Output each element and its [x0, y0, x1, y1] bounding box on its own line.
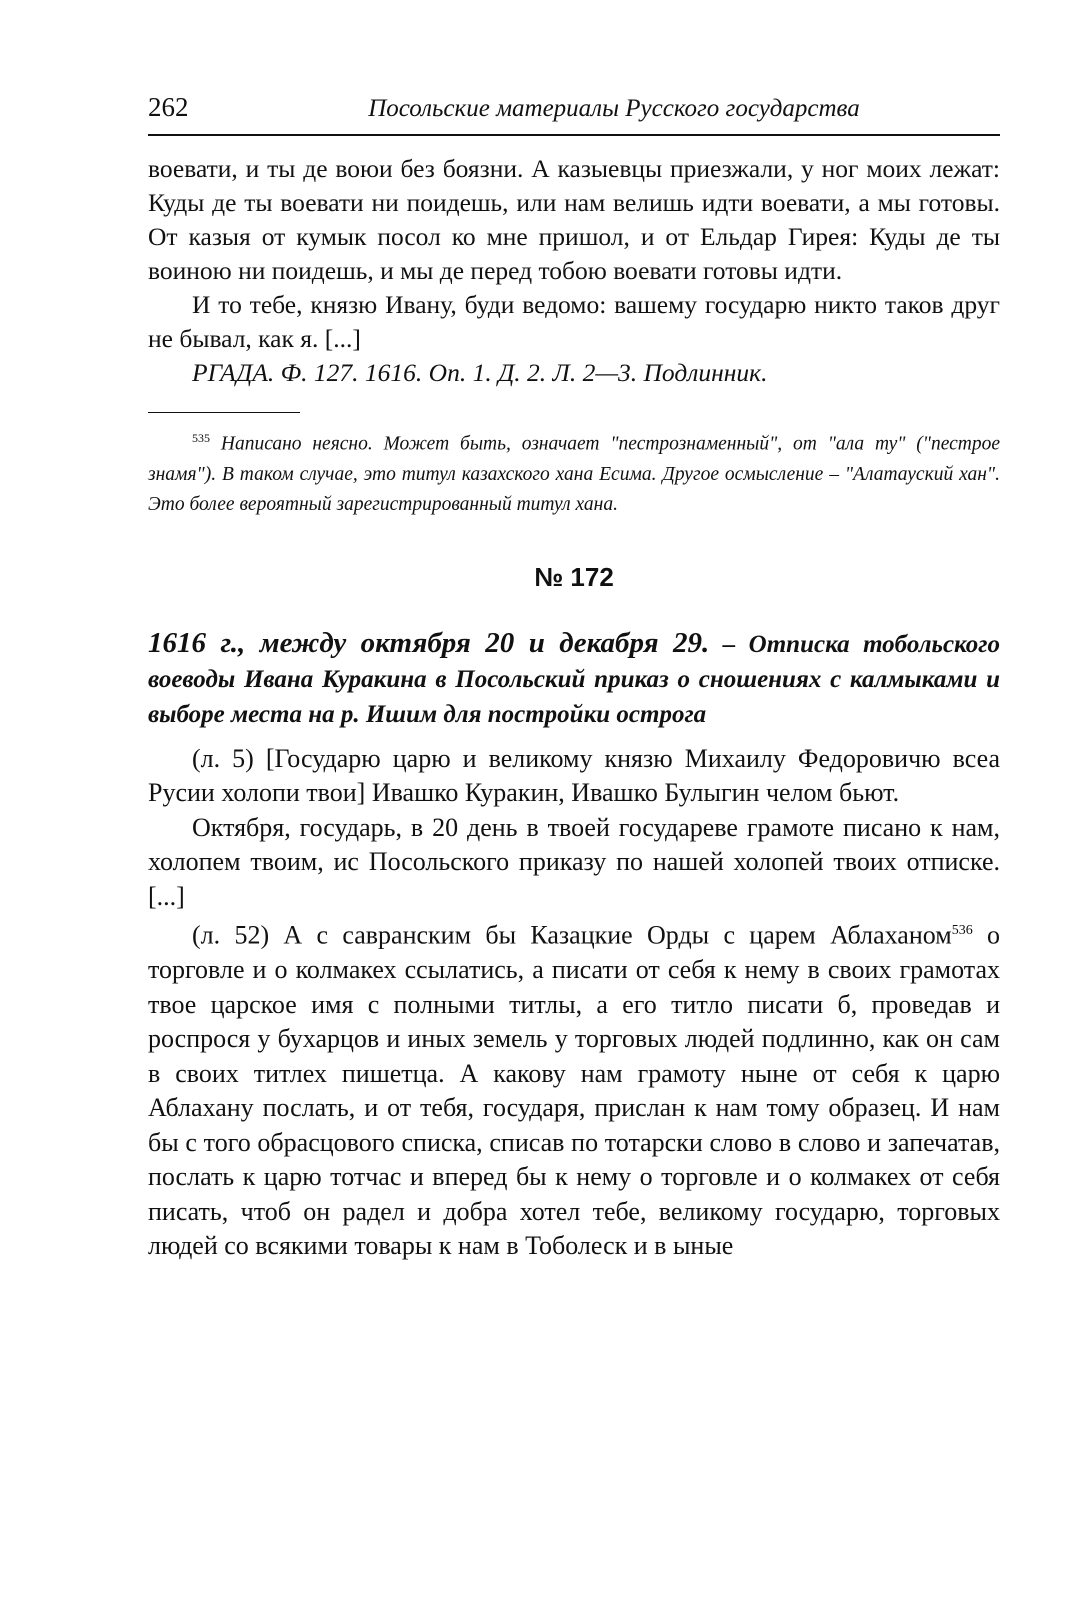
running-title: Посольские материалы Русского государства: [368, 95, 860, 122]
footnote-text: Написано неясно. Может быть, означает "пестрознаменный", от "ала ту" ("пестрое знамя"). В таком случае, это титул казахского хана Есима. Другое осмысление – "Алатауский хан". Это более вероятный зарегистрированный титул хана.: [148, 433, 1001, 515]
document-number: № 172: [534, 561, 614, 592]
footnote-divider: [148, 412, 300, 413]
document-text: [148, 742, 1000, 1264]
page-number: 262: [148, 92, 189, 122]
paragraph: (л. 5) [Государю царю и великому князю Михаилу Федоровичю всеа Русии холопи твои] Ивашко Куракин, Ивашко Булыгин челом бьют.: [148, 743, 1000, 807]
heading-title: – Отписка тобольского воеводы Ивана Куракина в Посольский приказ о сношениях с калмыками и выборе места на р. Ишим для постройки острога: [148, 630, 1001, 728]
paragraph-end: о торговле и о колмакех ссылатись, а писати от себя к нему в своих грамотах твое царское имя с полными титлы, а его титло писати б, проведав и роспрося у бухарцов и иных земель у торговых людей подлинно, как он сам в своих титлех пишетца. А какову нам грамоту ныне от себя к царю Аблахану послать, и от тебя, государя, прислан к нам тому образец. И нам бы с того обрасцового списка, списав по тотарски слово в слово и запечатав, послать к царю тотчас и вперед бы к нему о торговле и о колмакех от себя писать, чтоб он радел и добра хотел тебе, великому государю, торговых людей со всякими товары к нам в Тоболеск и в ыные: [148, 920, 1000, 1261]
paragraph: И то тебе, князю Ивану, буди ведомо: вашему государю никто таков друг не бывал, как я. [...]: [148, 290, 1000, 353]
paragraph-continuation: воевати, и ты де воюи без боязни. А казыевцы приезжали, у ног моих лежат: Куды де ты воевати ни поидешь, или нам велишь идти воевати, а мы готовы. От казыя от кумык посол ко мне пришол, и от Ельдар Гирея: Куды де ты воиною ни поидешь, и мы де перед тобою воевати готовы идти.: [148, 154, 1000, 285]
top-text: [148, 152, 1000, 390]
note-reference: 536: [951, 923, 973, 938]
paragraph: [148, 914, 1000, 1264]
archival-source: РГАДА. Ф. 127. 1616. Оп. 1. Д. 2. Л. 2—3. Подлинник.: [192, 358, 768, 387]
footnote: [148, 423, 1000, 520]
running-header: [148, 92, 1000, 136]
heading-date: 1616 г., между октября 20 и декабря 29.: [148, 626, 710, 659]
page: [148, 92, 1000, 1264]
footnote-number: 535: [192, 431, 210, 445]
document-heading: [148, 626, 1000, 732]
paragraph-start: (л. 52) А с савранским бы Казацкие Орды с царем Аблаханом: [192, 920, 952, 950]
paragraph: Октября, государь, в 20 день в твоей государеве грамоте писано к нам, холопем твоим, ис Посольского приказу по нашей холопей твоих отписке. [...]: [148, 812, 1000, 911]
